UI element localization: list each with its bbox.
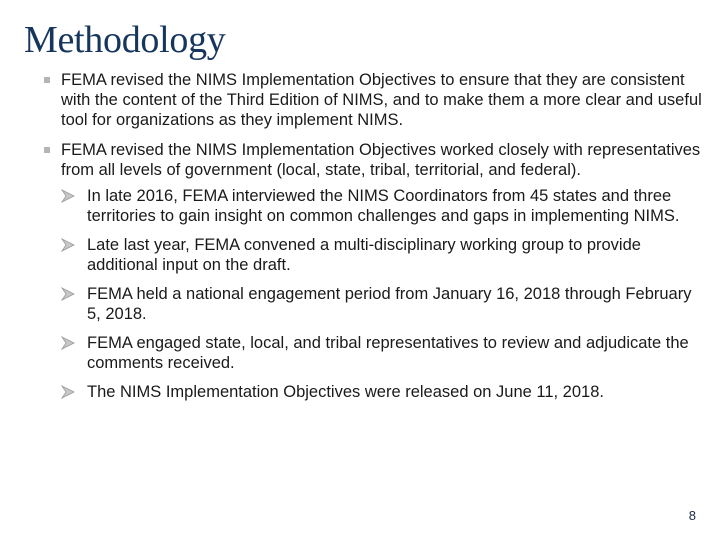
bullet-item — [44, 70, 704, 130]
sub-bullet-item — [58, 186, 704, 226]
square-bullet-icon — [44, 147, 50, 153]
bullet-text: FEMA revised the NIMS Implementation Objectives to ensure that they are consistent with the content of the Third Edition of NIMS, and to make them a more clear and useful tool for organizations as they implement NIMS. — [61, 71, 702, 129]
arrow-bullet-icon — [61, 336, 75, 350]
sub-bullet-text: FEMA engaged state, local, and tribal representatives to review and adjudicate the comments received. — [87, 334, 689, 372]
bullet-text: FEMA revised the NIMS Implementation Objectives worked closely with representatives from all levels of government (local, state, tribal, territorial, and federal). — [61, 141, 701, 179]
arrow-bullet-icon — [61, 385, 75, 399]
sub-bullet-item — [58, 235, 704, 275]
sub-bullet-item — [58, 382, 704, 402]
sub-bullet-text: Late last year, FEMA convened a multi-disciplinary working group to provide additional input on the draft. — [87, 236, 641, 274]
sub-bullet-text: In late 2016, FEMA interviewed the NIMS Coordinators from 45 states and three territories to gain insight on common challenges and gaps in implementing NIMS. — [87, 187, 680, 225]
arrow-bullet-icon — [61, 189, 75, 203]
slide-title: Methodology — [24, 19, 226, 61]
sub-bullet-text: FEMA held a national engagement period from January 16, 2018 through February 5, 2018. — [87, 285, 692, 323]
square-bullet-icon — [44, 77, 50, 83]
sub-bullet-text: The NIMS Implementation Objectives were released on June 11, 2018. — [87, 383, 604, 401]
sub-bullet-item — [58, 284, 704, 324]
bullet-item — [44, 140, 704, 180]
page-number: 8 — [688, 508, 696, 523]
arrow-bullet-icon — [61, 287, 75, 301]
bullet-list — [44, 70, 704, 411]
sub-bullet-item — [58, 333, 704, 373]
arrow-bullet-icon — [61, 238, 75, 252]
